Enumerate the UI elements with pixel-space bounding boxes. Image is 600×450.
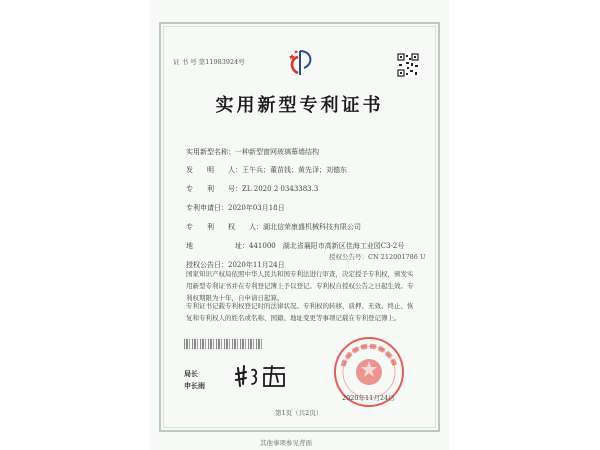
field-address xyxy=(186,233,404,252)
cnipa-logo-icon xyxy=(286,48,316,78)
announcement-number: 授权公告号：CN 212001786 U xyxy=(329,253,426,261)
field-value: 一种新型窗网玻璃幕墙结构 xyxy=(235,148,319,156)
signature-icon xyxy=(232,360,290,390)
page-indicator: 第1页（共2页） xyxy=(275,409,323,417)
field-label: 专 利 权 人： xyxy=(186,223,263,231)
field-value: 441000 湖北省襄阳市高新区佳海工业园C3-2号 xyxy=(249,242,405,250)
certificate-title: 实用新型专利证书 xyxy=(215,95,384,116)
field-value: 2020年11月24日 xyxy=(228,261,285,269)
field-label: 专利申请日： xyxy=(186,204,228,212)
field-value: 湖北信荣康盛机械科技有限公司 xyxy=(263,223,361,231)
paragraph-grant: 国家知识产权局依照中华人民共和国专利法进行审查，决定授予专利权，颁发实用新型专利证书并在专利登记簿上予以登记。专利权自授权公告之日起生效。专利权期限为十年，自申请日起算。 xyxy=(186,270,414,302)
qr-code-icon xyxy=(397,53,419,77)
paragraph-record: 专利证书记载专利权登记时的法律状况。专利权的转移、质押、无效、终止、恢复和专利权人的姓名或名称、国籍、地址变更等事项记载在专利登记簿上。 xyxy=(186,302,414,322)
footer-note: 其他事项参见背面 xyxy=(260,439,312,447)
field-label: 地 址： xyxy=(186,242,249,250)
field-application-date xyxy=(186,195,285,214)
signature-name: 申长雨 xyxy=(184,381,205,390)
barcode-icon xyxy=(184,339,262,349)
field-patentee xyxy=(186,214,361,233)
field-label: 实用新型名称： xyxy=(186,148,235,156)
field-utility-model-name xyxy=(186,139,319,158)
field-label: 发 明 人： xyxy=(186,166,242,174)
seal-date: 2020年11月24日 xyxy=(342,394,395,402)
field-value: ZL 2020 2 0343383.3 xyxy=(242,185,319,193)
field-value: 2020年03月18日 xyxy=(228,204,285,212)
field-patent-number xyxy=(186,176,318,195)
field-inventors xyxy=(186,157,347,176)
field-label: 专 利 号： xyxy=(186,185,242,193)
field-label: 授权公告日： xyxy=(186,261,228,269)
field-value: 王午兵；董苗钱；黄先泽；刘德东 xyxy=(242,166,347,174)
certificate-number: 证 书 号 第11983924号 xyxy=(173,58,245,66)
signature-title: 局长 xyxy=(184,369,198,378)
